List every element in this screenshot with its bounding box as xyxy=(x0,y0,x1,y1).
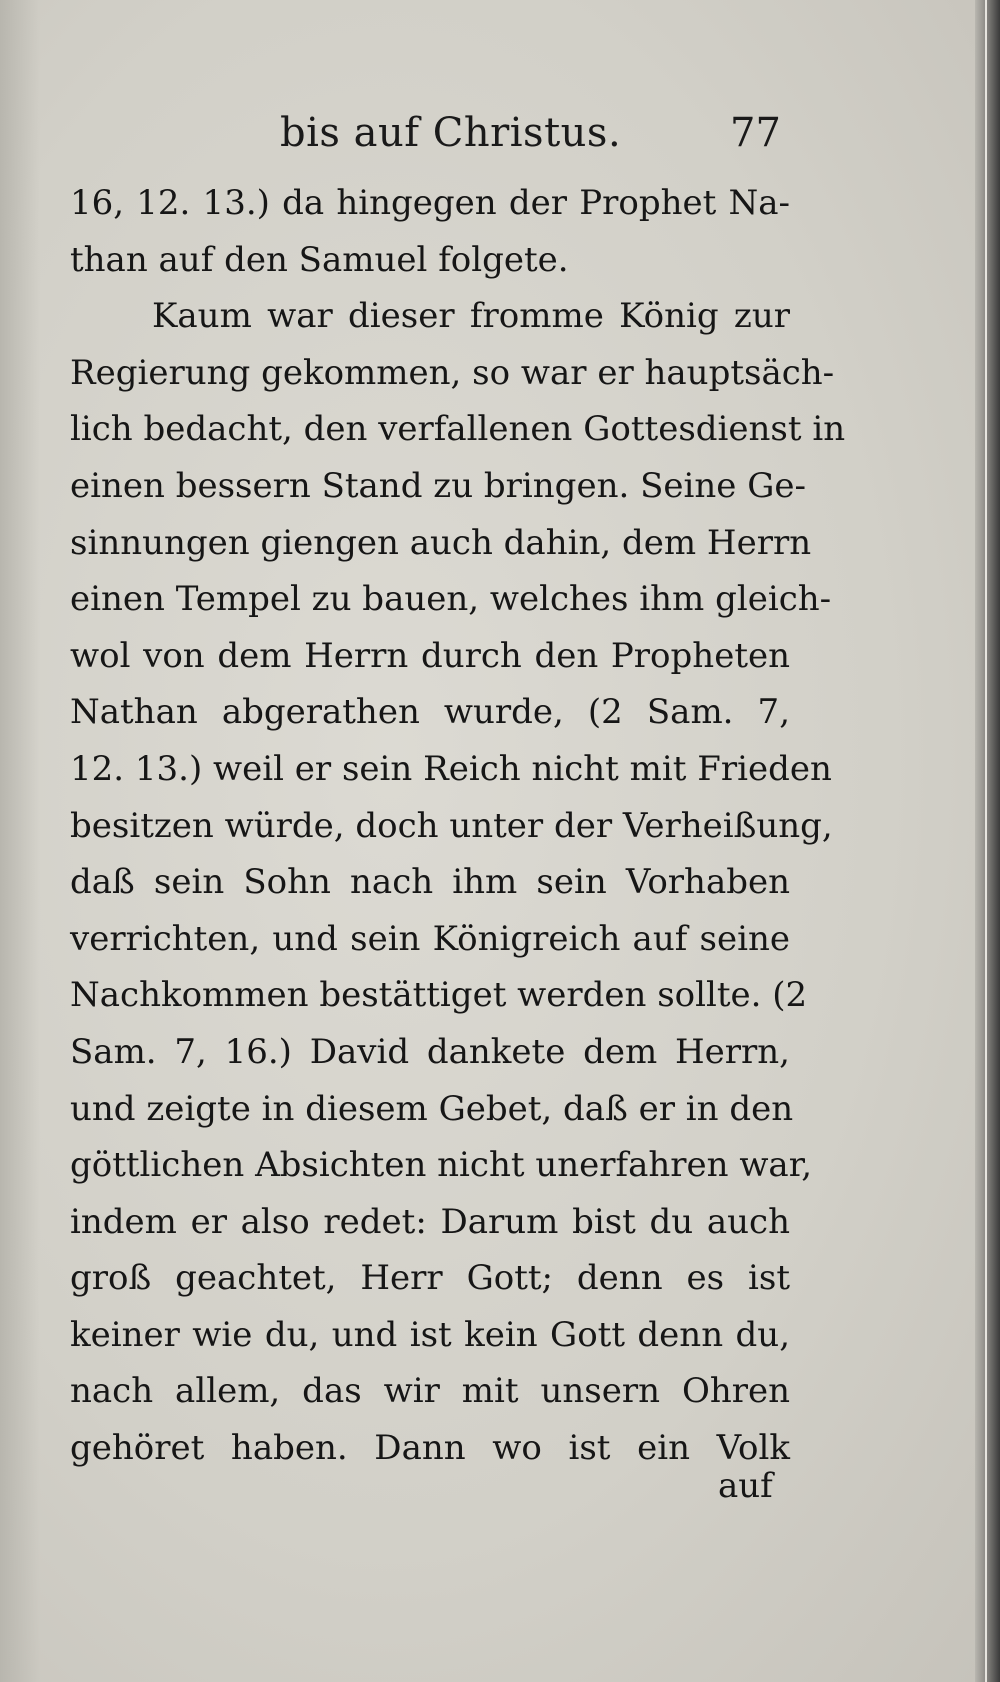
text-line: wol von dem Herrn durch den Propheten xyxy=(70,635,790,676)
catchword: auf xyxy=(718,1466,773,1506)
text-line: 12. 13.) weil er sein Reich nicht mit Frieden xyxy=(70,748,832,789)
text-line: indem er also redet: Darum bist du auch xyxy=(70,1201,790,1242)
text-line: keiner wie du, und ist kein Gott denn du, xyxy=(70,1314,790,1355)
text-line: lich bedacht, den verfallenen Gottesdienst in xyxy=(70,409,846,450)
page-header xyxy=(0,92,975,172)
text-line-paragraph-start: Kaum war dieser fromme König zur xyxy=(152,296,790,337)
page-edge-highlight xyxy=(985,0,987,1682)
page-gutter-shadow xyxy=(0,0,40,1682)
text-line: einen bessern Stand zu bringen. Seine Ge- xyxy=(70,465,806,506)
body-text xyxy=(70,175,846,1477)
text-line: und zeigte in diesem Gebet, daß er in den xyxy=(70,1088,794,1129)
text-line: gehöret haben. Dann wo ist ein Volk xyxy=(70,1428,790,1469)
text-line: verrichten, und sein Königreich auf seine xyxy=(70,918,790,959)
text-line: einen Tempel zu bauen, welches ihm gleich- xyxy=(70,579,832,620)
text-line: nach allem, das wir mit unsern Ohren xyxy=(70,1371,790,1412)
text-line: Nathan abgerathen wurde, (2 Sam. 7, xyxy=(70,692,790,733)
text-line: sinnungen giengen auch dahin, dem Herrn xyxy=(70,522,812,563)
text-line: besitzen würde, doch unter der Verheißung, xyxy=(70,805,833,846)
text-line: daß sein Sohn nach ihm sein Vorhaben xyxy=(70,862,790,903)
text-line: Regierung gekommen, so war er hauptsäch- xyxy=(70,352,835,393)
text-line: Sam. 7, 16.) David dankete dem Herrn, xyxy=(70,1031,790,1072)
text-line: 16, 12. 13.) da hingegen der Prophet Na- xyxy=(70,183,790,223)
text-line: groß geachtet, Herr Gott; denn es ist xyxy=(70,1258,790,1299)
running-title: bis auf Christus. xyxy=(280,110,622,156)
page-number: 77 xyxy=(730,110,781,156)
text-line: than auf den Samuel folgete. xyxy=(70,239,569,280)
page-edge-shadow xyxy=(975,0,1000,1682)
text-line: göttlichen Absichten nicht unerfahren war, xyxy=(70,1145,813,1186)
text-line: Nachkommen bestättiget werden sollte. (2 xyxy=(70,975,808,1016)
